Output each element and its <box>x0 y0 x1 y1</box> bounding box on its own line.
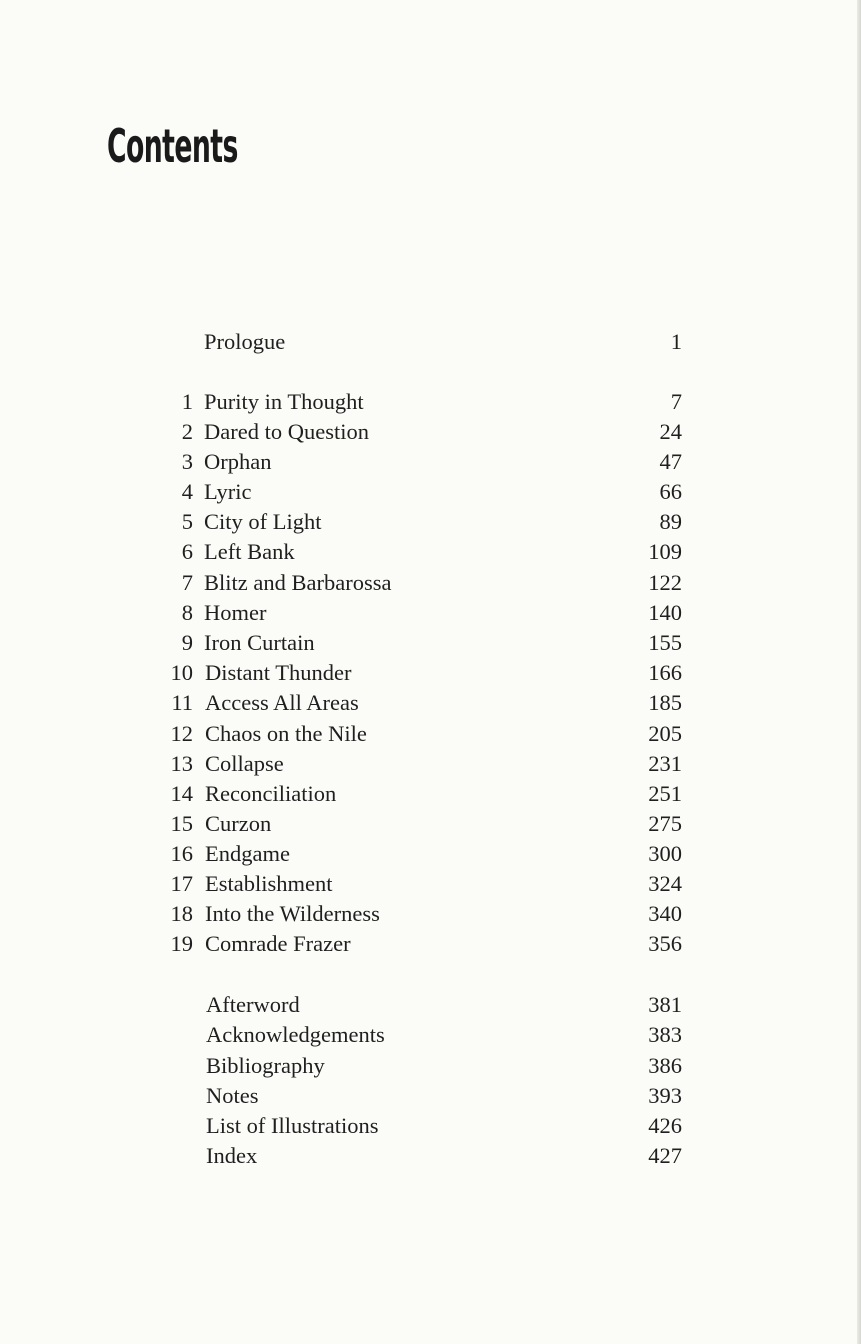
toc-title: Blitz and Barbarossa <box>204 570 392 595</box>
toc-title: Homer <box>204 600 267 625</box>
toc-entry-chapter[interactable] <box>0 568 861 598</box>
toc-entry-chapter[interactable] <box>0 387 861 417</box>
toc-title: Comrade Frazer <box>205 931 351 956</box>
toc-title: Access All Areas <box>205 690 359 715</box>
toc-entry-list-of-illustrations[interactable] <box>0 1111 861 1141</box>
toc-page-number: 381 <box>648 992 682 1017</box>
toc-entry-bibliography[interactable] <box>0 1051 861 1081</box>
toc-page-number: 324 <box>648 871 682 896</box>
toc-title: Purity in Thought <box>204 389 364 414</box>
toc-page-number: 155 <box>648 630 682 655</box>
toc-page-number: 1 <box>670 329 682 354</box>
toc-chapter-number: 3 <box>181 449 193 474</box>
toc-page-number: 393 <box>648 1083 682 1108</box>
toc-chapter-number: 12 <box>170 721 193 746</box>
toc-page-number: 166 <box>648 660 682 685</box>
toc-entry-chapter[interactable] <box>0 929 861 959</box>
toc-entry-chapter[interactable] <box>0 719 861 749</box>
toc-entry-chapter[interactable] <box>0 477 861 507</box>
toc-title: Establishment <box>205 871 333 896</box>
toc-chapter-number: 11 <box>171 690 193 715</box>
toc-title: Curzon <box>205 811 272 836</box>
toc-chapter-number: 16 <box>170 841 193 866</box>
toc-entry-chapter[interactable] <box>0 447 861 477</box>
toc-page-number: 7 <box>670 389 682 414</box>
toc-entry-prologue[interactable] <box>0 327 861 357</box>
toc-page-number: 383 <box>648 1022 682 1047</box>
toc-chapter-number: 9 <box>181 630 193 655</box>
toc-page-number: 185 <box>648 690 682 715</box>
page-title: Contents <box>107 119 238 173</box>
toc-entry-chapter[interactable] <box>0 749 861 779</box>
toc-page-number: 89 <box>659 509 682 534</box>
toc-title: List of Illustrations <box>206 1113 379 1138</box>
toc-page-number: 66 <box>659 479 682 504</box>
toc-entry-index[interactable] <box>0 1141 861 1171</box>
toc-chapter-number: 18 <box>170 901 193 926</box>
toc-title: Lyric <box>204 479 252 504</box>
toc-title: Collapse <box>205 751 284 776</box>
toc-title: Orphan <box>204 449 272 474</box>
toc-title: Endgame <box>205 841 290 866</box>
toc-page-number: 231 <box>648 751 682 776</box>
toc-page-number: 140 <box>648 600 682 625</box>
toc-page-number: 426 <box>648 1113 682 1138</box>
toc-title: Acknowledgements <box>206 1022 385 1047</box>
toc-entry-chapter[interactable] <box>0 899 861 929</box>
toc-entry-chapter[interactable] <box>0 779 861 809</box>
toc-page-number: 24 <box>659 419 682 444</box>
toc-page-number: 300 <box>648 841 682 866</box>
toc-entry-chapter[interactable] <box>0 507 861 537</box>
toc-entry-notes[interactable] <box>0 1081 861 1111</box>
toc-chapter-number: 4 <box>181 479 193 504</box>
toc-entry-chapter[interactable] <box>0 869 861 899</box>
toc-entry-chapter[interactable] <box>0 417 861 447</box>
toc-page-number: 251 <box>648 781 682 806</box>
toc-chapter-number: 13 <box>170 751 193 776</box>
toc-title: Prologue <box>204 329 286 354</box>
toc-title: Left Bank <box>204 539 295 564</box>
toc-entry-chapter[interactable] <box>0 537 861 567</box>
toc-title: Afterword <box>206 992 300 1017</box>
toc-title: Index <box>206 1143 258 1168</box>
toc-title: Distant Thunder <box>205 660 352 685</box>
toc-entry-afterword[interactable] <box>0 990 861 1020</box>
toc-chapter-number: 17 <box>170 871 193 896</box>
toc-title: Chaos on the Nile <box>205 721 367 746</box>
toc-chapter-number: 19 <box>170 931 193 956</box>
toc-page-number: 427 <box>648 1143 682 1168</box>
toc-page-number: 356 <box>648 931 682 956</box>
toc-chapter-number: 7 <box>181 570 193 595</box>
toc-chapter-number: 14 <box>170 781 193 806</box>
toc-chapter-number: 2 <box>181 419 193 444</box>
toc-entry-chapter[interactable] <box>0 658 861 688</box>
toc-chapter-number: 6 <box>181 539 193 564</box>
toc-entry-chapter[interactable] <box>0 688 861 718</box>
toc-entry-acknowledgements[interactable] <box>0 1020 861 1050</box>
toc-page-number: 386 <box>648 1053 682 1078</box>
toc-page-number: 340 <box>648 901 682 926</box>
toc-entry-chapter[interactable] <box>0 598 861 628</box>
toc-chapter-number: 10 <box>170 660 193 685</box>
toc-page-number: 205 <box>648 721 682 746</box>
toc-entry-chapter[interactable] <box>0 628 861 658</box>
toc-chapter-number: 8 <box>181 600 193 625</box>
toc-entry-chapter[interactable] <box>0 809 861 839</box>
toc-chapter-number: 5 <box>181 509 193 534</box>
toc-title: Notes <box>206 1083 259 1108</box>
toc-page-number: 275 <box>648 811 682 836</box>
toc-chapter-number: 1 <box>181 389 193 414</box>
toc-title: Into the Wilderness <box>205 901 380 926</box>
toc-title: Reconciliation <box>205 781 337 806</box>
toc-title: Dared to Question <box>204 419 369 444</box>
toc-chapter-number: 15 <box>170 811 193 836</box>
toc-page-number: 47 <box>659 449 682 474</box>
toc-title: Iron Curtain <box>204 630 315 655</box>
toc-title: Bibliography <box>206 1053 325 1078</box>
toc-page-number: 109 <box>648 539 682 564</box>
toc-title: City of Light <box>204 509 322 534</box>
toc-entry-chapter[interactable] <box>0 839 861 869</box>
toc-page-number: 122 <box>648 570 682 595</box>
